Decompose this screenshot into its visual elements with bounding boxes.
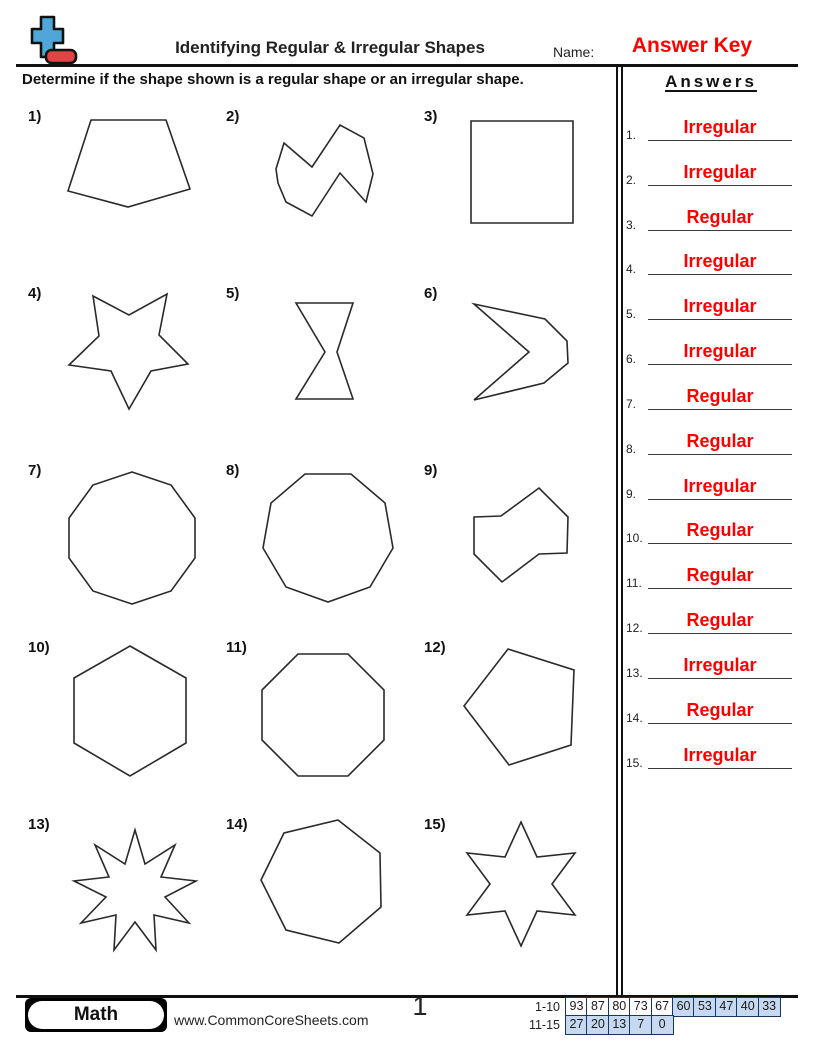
question-cell [20,637,218,814]
score-cell: 80 [608,997,631,1017]
score-cell: 53 [693,997,716,1017]
question-cell [218,460,416,637]
heptagon-shape [218,814,418,969]
page-title: Identifying Regular & Irregular Shapes [175,38,485,57]
question-cell [416,460,614,637]
irregular-zigzag-shape [218,106,418,261]
question-cell [416,283,614,460]
answer-value: Regular [686,699,754,720]
pentagon-shape [416,637,616,792]
name-label: Name: [553,44,595,60]
question-number: 12) [424,639,446,656]
answer-value: Irregular [683,654,757,675]
answer-blank-line [648,678,792,679]
question-number: 13) [28,816,50,833]
question-cell [416,106,614,283]
answer-value: Regular [686,430,754,451]
answer-value: Regular [686,206,754,227]
answer-value: Irregular [683,251,757,272]
answer-number: 2. [626,172,637,187]
answer-value: Irregular [683,744,757,765]
answer-row [622,324,794,369]
answer-blank-line [648,319,792,320]
question-cell [218,106,416,283]
answer-row [622,279,794,324]
question-number: 7) [28,462,42,479]
answer-row [622,190,794,235]
answer-row [622,414,794,459]
score-cell: 7 [629,1015,652,1035]
answer-blank-line [648,230,792,231]
answer-number: 3. [626,217,637,232]
score-cell: 13 [608,1015,631,1035]
score-cell: 93 [565,997,588,1017]
score-cell: 40 [736,997,759,1017]
subject-badge-label: Math [28,1001,164,1029]
answer-number: 13. [626,665,643,680]
answer-value: Regular [686,610,754,631]
page-number: 1 [412,991,428,1021]
answer-value: Regular [686,520,754,541]
website-text: www.CommonCoreSheets.com [174,1012,369,1028]
answer-row [622,459,794,504]
answer-value: Irregular [683,475,757,496]
score-cell: 60 [672,997,695,1017]
questions-grid [20,106,616,991]
score-cell: 27 [565,1015,588,1035]
score-row-label: 11-15 [528,1018,560,1033]
score-cell: 0 [651,1015,674,1035]
answers-heading: Answers [665,72,757,91]
question-cell [20,460,218,637]
score-row [527,1015,779,1035]
answer-blank-line [648,454,792,455]
answer-value: Regular [686,385,754,406]
nine-point-star-shape [20,814,220,969]
answer-number: 8. [626,441,637,456]
answer-row [622,504,794,549]
answer-number: 15. [626,755,643,770]
octagon-shape [218,637,418,792]
score-cell: 73 [629,997,652,1017]
answer-blank-line [648,185,792,186]
answer-blank-line [648,633,792,634]
answer-number: 5. [626,307,637,322]
question-number: 4) [28,285,42,302]
score-table [527,997,779,1035]
answer-row [622,593,794,638]
question-number: 6) [424,285,438,302]
answer-blank-line [648,364,792,365]
answer-row [622,100,794,145]
answer-row [622,548,794,593]
answer-number: 9. [626,486,637,501]
question-cell [218,814,416,991]
answer-number: 4. [626,262,637,277]
plus-minus-logo-icon [24,14,84,66]
question-cell [20,283,218,460]
answer-blank-line [648,140,792,141]
answer-row [622,369,794,414]
answers-list [622,100,794,773]
question-cell [20,814,218,991]
score-row [527,997,779,1017]
answer-blank-line [648,543,792,544]
answer-row [622,728,794,773]
question-number: 5) [226,285,240,302]
answer-value: Irregular [683,296,757,317]
commoncoresheets-logo [24,14,84,71]
irregular-octagon-shape [416,460,616,615]
answer-value: Irregular [683,116,757,137]
answer-row [622,145,794,190]
answer-row [622,235,794,280]
answer-blank-line [648,499,792,500]
answer-value: Irregular [683,341,757,362]
question-cell [416,814,614,991]
answer-value: Irregular [683,161,757,182]
header-rule [16,64,798,67]
hourglass-shape [218,283,418,438]
answer-number: 6. [626,352,637,367]
irregular-pentagon-shape [20,106,220,261]
instruction-text: Determine if the shape shown is a regular shape or an irregular shape. [22,71,524,88]
answer-row [622,638,794,683]
answer-blank-line [648,409,792,410]
hexagon-shape [20,637,220,792]
answer-key-text: Answer Key [631,34,753,57]
question-number: 10) [28,639,50,656]
answer-blank-line [648,768,792,769]
square-shape [416,106,616,261]
answer-number: 12. [626,621,643,636]
question-cell [218,283,416,460]
score-cell: 20 [586,1015,609,1035]
answer-number: 1. [626,127,637,142]
answer-blank-line [648,274,792,275]
six-point-star-shape [416,814,616,969]
question-number: 9) [424,462,438,479]
answer-number: 14. [626,710,643,725]
answer-blank-line [648,588,792,589]
question-number: 14) [226,816,248,833]
question-number: 1) [28,108,42,125]
answer-number: 7. [626,396,637,411]
answer-blank-line [648,723,792,724]
score-cell: 33 [758,997,781,1017]
decagon-shape [20,460,220,615]
chevron-shape [416,283,616,438]
score-cell: 67 [651,997,674,1017]
question-cell [20,106,218,283]
answer-number: 10. [626,531,643,546]
question-number: 2) [226,108,240,125]
subject-badge [25,998,167,1032]
question-number: 15) [424,816,446,833]
score-cell: 87 [586,997,609,1017]
five-point-star-shape [20,283,220,438]
question-cell [218,637,416,814]
question-cell [416,637,614,814]
answer-row [622,683,794,728]
nonagon-shape [218,460,418,615]
question-number: 3) [424,108,438,125]
question-number: 8) [226,462,240,479]
answer-number: 11. [626,576,642,591]
score-cell: 47 [715,997,738,1017]
answer-value: Regular [686,565,754,586]
score-row-label: 1-10 [534,1000,560,1014]
question-number: 11) [226,639,247,656]
